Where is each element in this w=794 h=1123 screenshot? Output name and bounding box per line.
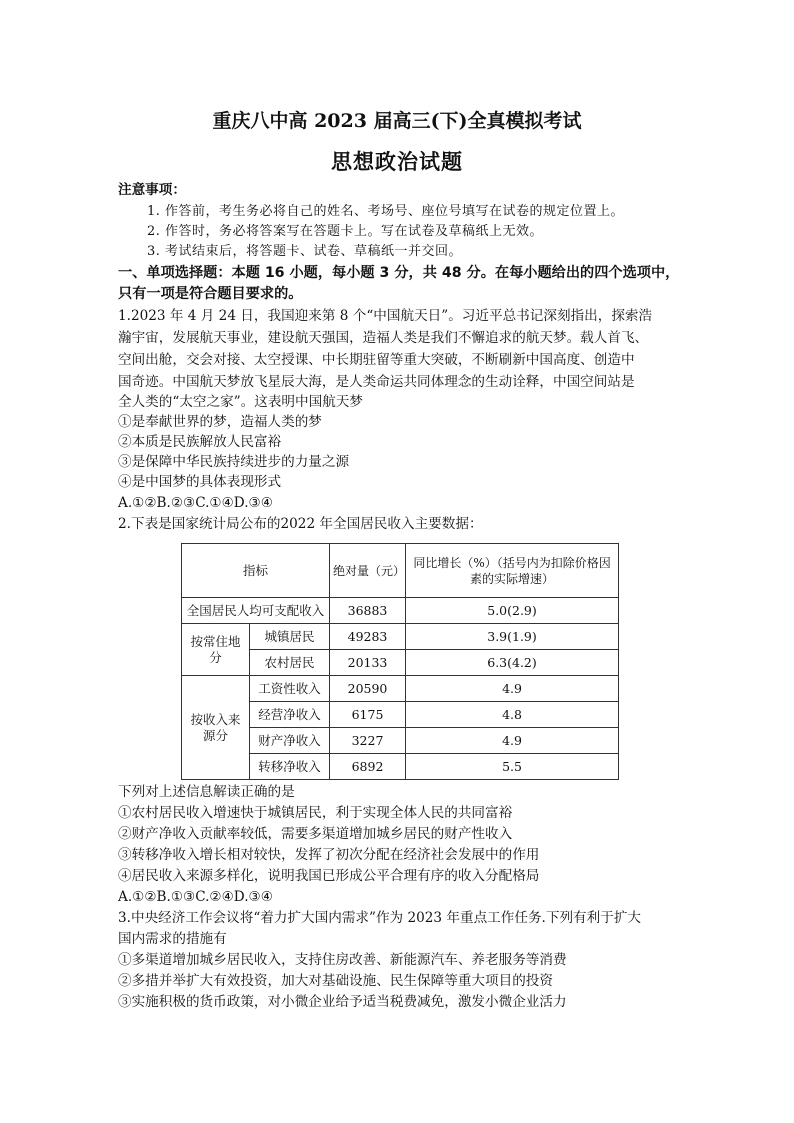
row-absolute: 6892 [330,754,406,780]
notes-heading: 注意事项： [118,182,186,198]
table-row [182,624,619,650]
group-label: 按收入来源分 [182,676,250,780]
q1-stem: 1.2023 年 4 月 24 日，我国迎来第 8 个“中国航天日”。习近平总书记深刻指出，探索浩 [118,308,653,324]
row-absolute: 6175 [330,702,406,728]
table-row [182,598,619,624]
header-indicator: 指标 [182,544,330,598]
row-label: 农村居民 [250,650,330,676]
q1-option: ②本质是民族解放人民富裕 [118,434,282,450]
row-absolute: 49283 [330,624,406,650]
row-label: 全国居民人均可支配收入 [182,598,330,624]
section-heading: 一、单项选择题：本题 16 小题，每小题 3 分，共 48 分。在每小题给出的四个选项中， [118,265,680,281]
row-label: 城镇居民 [250,624,330,650]
table-row [182,676,619,702]
row-absolute: 20590 [330,676,406,702]
q1-choices: A.①②B.②③C.①④D.③④ [118,495,273,511]
group-label: 按常住地分 [182,624,250,676]
row-growth: 3.9(1.9) [406,624,619,650]
exam-title: 重庆八中高 2023 届高三(下)全真模拟考试 [212,110,582,132]
q3-stem: 国内需求的措施有 [118,931,227,947]
q3-option: ②多措并举扩大有效投资，加大对基础设施、民生保障等重大项目的投资 [118,973,553,989]
q2-option: ④居民收入来源多样化，说明我国已形成公平合理有序的收入分配格局 [118,868,540,884]
row-growth: 4.8 [406,702,619,728]
note-item: 2. 作答时，务必将答案写在答题卡上。写在试卷及草稿纸上无效。 [147,224,544,239]
header-absolute: 绝对量（元） [330,544,406,598]
row-absolute: 36883 [330,598,406,624]
q2-choices: A.①②B.①③C.②④D.③④ [118,889,273,905]
row-growth: 4.9 [406,676,619,702]
q1-option: ③是保障中华民族持续进步的力量之源 [118,454,350,470]
row-label: 工资性收入 [250,676,330,702]
row-absolute: 3227 [330,728,406,754]
row-growth: 5.5 [406,754,619,780]
q3-stem: 3.中央经济工作会议将“着力扩大国内需求”作为 2023 年重点工作任务.下列有利于扩大 [118,910,642,926]
row-growth: 6.3(4.2) [406,650,619,676]
row-absolute: 20133 [330,650,406,676]
q1-stem: 国奇迹。中国航天梦放飞星辰大海，是人类命运共同体理念的生动诠释，中国空间站是 [118,374,635,390]
q1-option: ①是奉献世界的梦，造福人类的梦 [118,414,322,430]
q2-option: ②财产净收入贡献率较低，需要多渠道增加城乡居民的财产性收入 [118,826,513,842]
row-growth: 4.9 [406,728,619,754]
note-item: 1. 作答前，考生务必将自己的姓名、考场号、座位号填写在试卷的规定位置上。 [147,204,625,219]
q2-question: 下列对上述信息解读正确的是 [118,784,295,800]
subject-title: 思想政治试题 [331,149,463,174]
row-growth: 5.0(2.9) [406,598,619,624]
q1-stem: 全人类的“太空之家”。这表明中国航天梦 [118,394,363,410]
section-heading-cont: 只有一项是符合题目要求的。 [118,286,303,302]
q1-option: ④是中国梦的具体表现形式 [118,474,282,490]
income-table [181,543,619,780]
row-label: 转移净收入 [250,754,330,780]
q3-option: ①多渠道增加城乡居民收入，支持住房改善、新能源汽车、养老服务等消费 [118,952,567,968]
row-label: 经营净收入 [250,702,330,728]
q3-option: ③实施积极的货币政策，对小微企业给予适当税费减免，激发小微企业活力 [118,994,567,1010]
q2-option: ①农村居民收入增速快于城镇居民，利于实现全体人民的共同富裕 [118,805,513,821]
q2-intro: 2.下表是国家统计局公布的2022 年全国居民收入主要数据： [118,516,483,532]
q2-option: ③转移净收入增长相对较快，发挥了初次分配在经济社会发展中的作用 [118,847,540,863]
q1-stem: 空间出舱，交会对接、太空授课、中长期驻留等重大突破，不断刷新中国高度、创造中 [118,352,635,368]
q1-stem: 瀚宇宙，发展航天事业，建设航天强国，造福人类是我们不懈追求的航天梦。载人首飞、 [118,330,649,346]
header-growth: 同比增长（%）（括号内为扣除价格因素的实际增速） [406,544,619,598]
note-item: 3. 考试结束后，将答题卡、试卷、草稿纸一并交回。 [147,244,463,259]
row-label: 财产净收入 [250,728,330,754]
table-header-row [182,544,619,598]
